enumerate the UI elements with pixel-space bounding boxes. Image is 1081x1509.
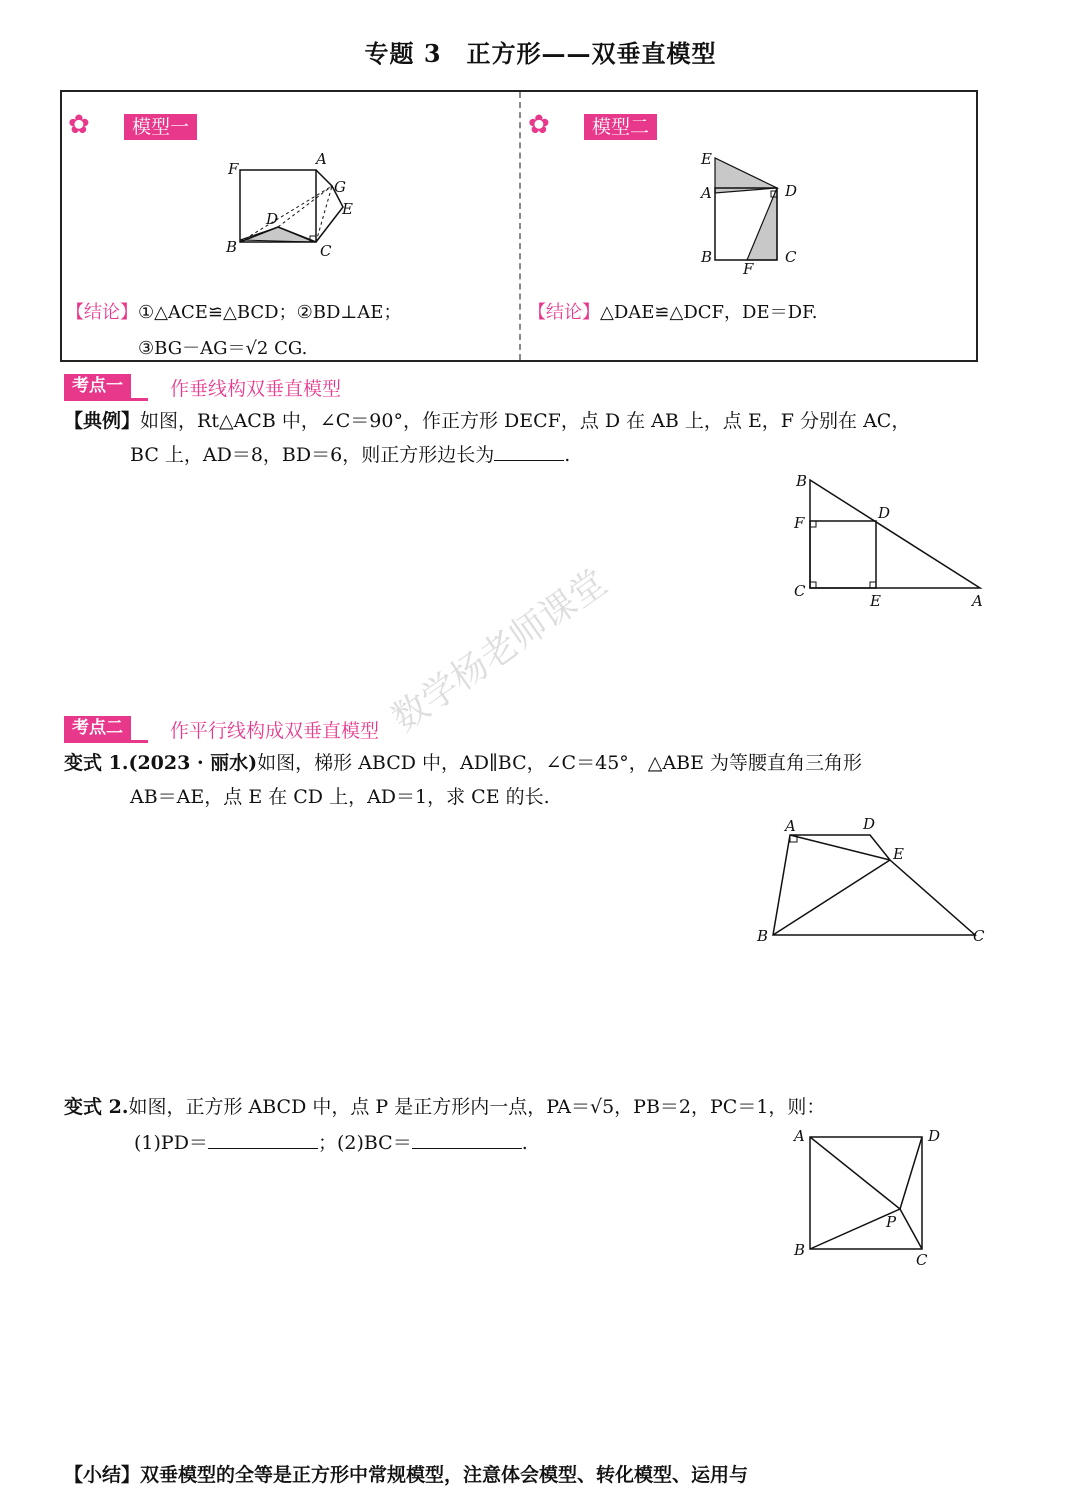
kaodian1-underline — [64, 398, 148, 401]
model1-label-D: D — [266, 210, 279, 228]
variant1-text1: 如图，梯形 ABCD 中，AD∥BC，∠C＝45°，△ABE 为等腰直角三角形 — [257, 752, 862, 774]
variant2-prefix: 变式 2. — [64, 1096, 129, 1118]
variant2-end: . — [521, 1132, 528, 1154]
model2-label-D: D — [785, 182, 798, 200]
example-line2 — [130, 438, 570, 472]
example-label-A: A — [972, 592, 983, 610]
model1-label-C: C — [320, 242, 332, 260]
model1-label-E: E — [342, 200, 353, 218]
watermark: 数学杨老师课堂 — [384, 562, 615, 741]
pd-answer-blank[interactable] — [208, 1148, 318, 1149]
variant1-label-A: A — [785, 817, 796, 835]
model1-conclusion-prefix: 【结论】 — [66, 302, 138, 323]
model2-figure — [695, 148, 815, 278]
flower-icon: ✿ — [68, 110, 90, 140]
example-text1: 如图，Rt△ACB 中，∠C＝90°，作正方形 DECF，点 D 在 AB 上，点 E，F 分别在 AC， — [140, 410, 911, 432]
model1-label-A: A — [316, 150, 327, 168]
kaodian2-tag: 考点二 — [64, 716, 131, 740]
example-figure — [780, 470, 1000, 610]
variant1-source: (2023 · 丽水) — [128, 752, 258, 774]
variant2-text1: 如图，正方形 ABCD 中，点 P 是正方形内一点，PA＝√5，PB＝2，PC＝1，则： — [128, 1096, 826, 1118]
variant2-line2 — [134, 1126, 528, 1160]
model1-conclusion — [66, 298, 401, 324]
model1-figure — [220, 150, 370, 260]
variant1-label-D: D — [863, 815, 876, 833]
variant2-q1: (1)PD＝ — [134, 1132, 208, 1154]
variant2-figure — [790, 1125, 950, 1270]
example-end: . — [564, 444, 571, 466]
example-label-C: C — [794, 582, 806, 600]
model2-label-A: A — [701, 184, 712, 202]
variant2-line1 — [64, 1090, 825, 1124]
variant1-label-C: C — [973, 927, 985, 945]
model2-label-E: E — [701, 150, 712, 168]
page-title: 专题 3 正方形——双垂直模型 — [364, 39, 717, 68]
variant2-label-C: C — [916, 1251, 928, 1269]
example-label-E: E — [870, 592, 881, 610]
model2-label-B: B — [701, 248, 713, 266]
model1-tag: 模型一 — [124, 114, 197, 140]
model2-label-F: F — [743, 260, 754, 278]
variant1-line2: AB＝AE，点 E 在 CD 上，AD＝1，求 CE 的长. — [130, 786, 550, 808]
example-text2: BC 上，AD＝8，BD＝6，则正方形边长为 — [130, 444, 495, 466]
example-label-D: D — [878, 504, 891, 522]
kaodian1-title: 作垂线构双垂直模型 — [170, 378, 342, 400]
example-label-F: F — [794, 514, 805, 532]
kaodian2-underline — [64, 740, 148, 743]
model1-label-B: B — [226, 238, 238, 256]
flower-icon: ✿ — [528, 110, 550, 140]
model2-conclusion — [528, 298, 817, 324]
summary-prefix: 【小结】 — [64, 1464, 141, 1486]
variant1-label-B: B — [757, 927, 769, 945]
model1-conclusion-line2: ③BG－AG＝√2 CG. — [138, 338, 308, 359]
model1-label-F: F — [228, 160, 239, 178]
answer-blank[interactable] — [494, 460, 564, 461]
variant2-label-D: D — [928, 1127, 941, 1145]
model2-label-C: C — [785, 248, 797, 266]
example-label-B: B — [796, 472, 808, 490]
model1-conclusion-line1: ①△ACE≌△BCD；②BD⊥AE； — [138, 302, 402, 323]
summary — [64, 1460, 748, 1487]
kaodian1-tag: 考点一 — [64, 374, 131, 398]
model1-label-G: G — [334, 178, 346, 196]
variant2-label-A: A — [794, 1127, 805, 1145]
variant1-label-E: E — [893, 845, 904, 863]
variant2-q2: ；(2)BC＝ — [317, 1132, 412, 1154]
model2-tag: 模型二 — [584, 114, 657, 140]
variant1-prefix: 变式 1. — [64, 752, 129, 774]
summary-text: 双垂模型的全等是正方形中常规模型，注意体会模型、转化模型、运用与 — [140, 1464, 749, 1486]
model-divider — [519, 92, 521, 360]
example-line1 — [64, 404, 910, 438]
example-prefix: 【典例】 — [64, 410, 141, 432]
variant2-label-P: P — [886, 1213, 897, 1231]
variant1-line1 — [64, 746, 862, 780]
bc-answer-blank[interactable] — [412, 1148, 522, 1149]
model2-conclusion-line1: △DAE≌△DCF，DE＝DF. — [600, 302, 818, 323]
model2-conclusion-prefix: 【结论】 — [528, 302, 600, 323]
kaodian2-title: 作平行线构成双垂直模型 — [170, 720, 380, 742]
variant2-label-B: B — [794, 1241, 806, 1259]
variant1-figure — [745, 815, 990, 950]
